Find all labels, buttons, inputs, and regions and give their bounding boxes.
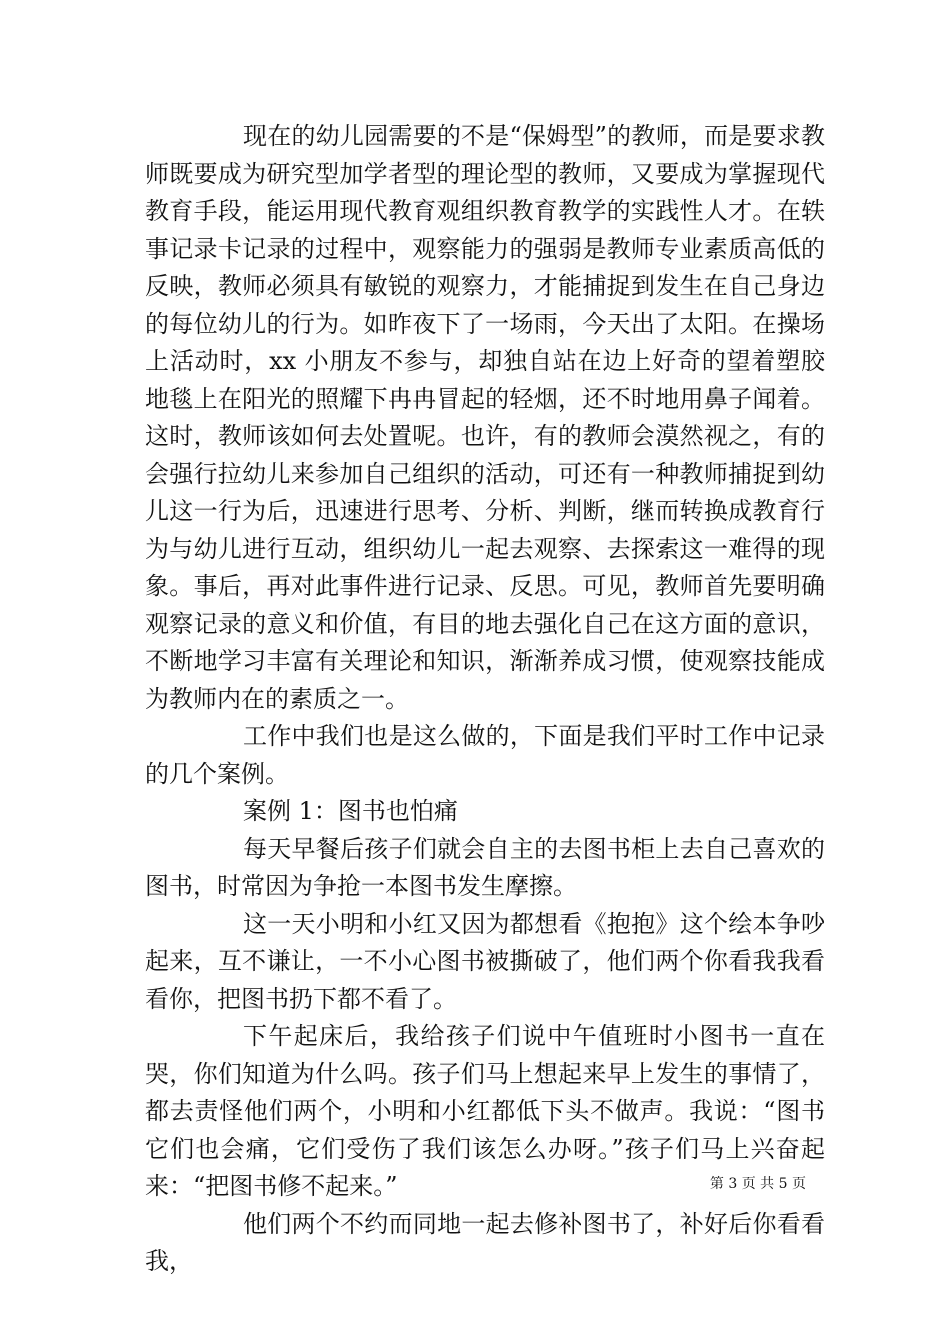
paragraph-case-3: 下午起床后，我给孩子们说中午值班时小图书一直在哭，你们知道为什么吗。孩子们马上想起来早上发生的事情了，都去责怪他们两个，小明和小红都低下头不做声。我说：“图书它们也会痛，它们受伤了我们该怎么办呀。”孩子们马上兴奋起来：“把图书修不起来。”	[145, 1022, 825, 1200]
case-heading: 案例 1：图书也怕痛	[243, 797, 458, 825]
document-body	[145, 118, 825, 1281]
paragraph-case-4: 他们两个不约而同地一起去修补图书了，补好后你看看我，	[145, 1209, 825, 1275]
paragraph-case-1: 每天早餐后孩子们就会自主的去图书柜上去自己喜欢的图书，时常因为争抢一本图书发生摩擦。	[145, 834, 825, 900]
paragraph-observation: 现在的幼儿园需要的不是“保姆型”的教师，而是要求教师既要成为研究型加学者型的理论型的教师，又要成为掌握现代教育手段，能运用现代教育观组织教育教学的实践性人才。在轶事记录卡记录的过程中，观察能力的强弱是教师专业素质高低的反映，教师必须具有敏锐的观察力，才能捕捉到发生在自己身边的每位幼儿的行为。如昨夜下了一场雨，今天出了太阳。在操场上活动时，xx 小朋友不参与，却独自站在边上好奇的望着塑胶地毯上在阳光的照耀下冉冉冒起的轻烟，还不时地用鼻子闻着。这时，教师该如何去处置呢。也许，有的教师会漠然视之，有的会强行拉幼儿来参加自己组织的活动，可还有一种教师捕捉到幼儿这一行为后，迅速进行思考、分析、判断，继而转换成教育行为与幼儿进行互动，组织幼儿一起去观察、去探索这一难得的现象。事后，再对此事件进行记录、反思。可见，教师首先要明确观察记录的意义和价值，有目的地去强化自己在这方面的意识，不断地学习丰富有关理论和知识，渐渐养成习惯，使观察技能成为教师内在的素质之一。	[145, 122, 825, 713]
paragraph-intro-cases: 工作中我们也是这么做的，下面是我们平时工作中记录的几个案例。	[145, 722, 825, 788]
page-number: 第 3 页 共 5 页	[709, 1176, 806, 1192]
paragraph-case-2: 这一天小明和小红又因为都想看《抱抱》这个绘本争吵起来，互不谦让，一不小心图书被撕破了，他们两个你看我我看看你，把图书扔下都不看了。	[145, 909, 825, 1013]
page-footer	[0, 1175, 950, 1193]
